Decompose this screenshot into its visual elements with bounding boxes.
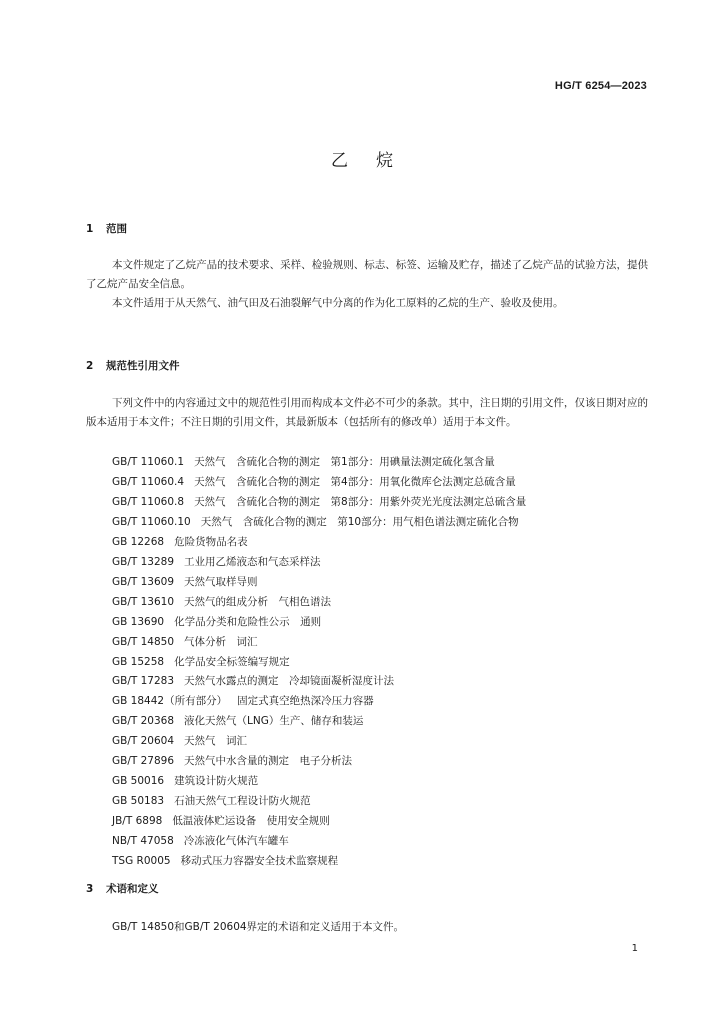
- section-number: 1: [86, 223, 94, 235]
- section-number: 2: [86, 360, 94, 372]
- reference-item: [112, 633, 526, 653]
- reference-title: 天然气水露点的测定 冷却镜面凝析湿度计法: [184, 675, 395, 688]
- reference-title: 天然气取样导则: [184, 575, 258, 588]
- reference-code: GB/T 13609: [112, 575, 175, 588]
- reference-code: JB/T 6898: [112, 815, 163, 828]
- standard-code: HG/T 6254—2023: [554, 80, 647, 92]
- section-title: 范围: [106, 223, 127, 235]
- section-title: 术语和定义: [106, 883, 159, 895]
- reference-item: [112, 772, 526, 792]
- reference-title: 天然气 含硫化合物的测定 第1部分：用碘量法测定硫化氢含量: [194, 456, 495, 468]
- reference-code: GB/T 20368: [112, 715, 175, 728]
- reference-item: [112, 573, 526, 593]
- reference-title: 冷冻液化气体汽车罐车: [183, 835, 289, 848]
- reference-title: 低温液体贮运设备 使用安全规则: [172, 815, 330, 828]
- reference-item: [112, 852, 526, 872]
- reference-code: GB/T 13610: [112, 595, 175, 608]
- reference-item: [112, 653, 526, 673]
- page-number: 1: [631, 943, 638, 954]
- reference-code: GB 12268: [112, 535, 165, 548]
- reference-code: NB/T 47058: [112, 835, 174, 848]
- section-3-heading: [86, 881, 159, 896]
- reference-item: [112, 493, 526, 513]
- reference-code: GB 15258: [112, 655, 165, 668]
- reference-code: GB/T 14850: [112, 635, 175, 648]
- reference-code: GB/T 11060.8: [112, 495, 185, 508]
- reference-title: 天然气 含硫化合物的测定 第10部分：用气相色谱法测定硫化合物: [200, 515, 519, 528]
- reference-title: 建筑设计防火规范: [174, 775, 259, 788]
- section-2-heading: [86, 358, 180, 373]
- section-3-paragraph-1: GB/T 14850和GB/T 20604界定的术语和定义适用于本文件。: [112, 921, 405, 933]
- reference-code: GB 50183: [112, 795, 165, 808]
- reference-item: [112, 533, 526, 553]
- reference-item: [112, 613, 526, 633]
- section-2-paragraph-1: 下列文件中的内容通过文中的规范性引用而构成本文件必不可少的条款。其中，注日期的引用文件，仅该日期对应的版本适用于本文件；不注日期的引用文件，其最新版本（包括所有的修改单）适用于本文件。: [86, 397, 648, 428]
- document-title: 乙烷: [331, 151, 421, 171]
- reference-item: [112, 712, 526, 732]
- reference-code: GB/T 13289: [112, 555, 175, 568]
- reference-title: 液化天然气（LNG）生产、储存和装运: [184, 715, 364, 728]
- reference-code: GB/T 17283: [112, 675, 175, 688]
- reference-list: [112, 453, 526, 872]
- reference-item: [112, 672, 526, 692]
- reference-code: GB/T 20604: [112, 735, 175, 748]
- section-1-paragraph-2: 本文件适用于从天然气、油气田及石油裂解气中分离的作为化工原料的乙烷的生产、验收及使用。: [112, 297, 564, 309]
- reference-title: 天然气 含硫化合物的测定 第8部分：用紫外荧光光度法测定总硫含量: [194, 495, 527, 508]
- reference-code: GB 18442（所有部分）: [112, 695, 228, 708]
- reference-item: [112, 513, 526, 533]
- reference-title: 化学品分类和危险性公示 通则: [174, 615, 322, 628]
- reference-title: 天然气中水含量的测定 电子分析法: [184, 755, 353, 768]
- reference-item: [112, 812, 526, 832]
- section-1-heading: [86, 221, 127, 236]
- reference-title: 移动式压力容器安全技术监察规程: [180, 855, 339, 868]
- reference-title: 天然气 含硫化合物的测定 第4部分：用氧化微库仑法测定总硫含量: [194, 475, 516, 488]
- reference-title: 气体分析 词汇: [184, 635, 258, 648]
- reference-code: GB/T 11060.1: [112, 456, 185, 468]
- reference-item: [112, 692, 526, 712]
- reference-code: GB/T 27896: [112, 755, 175, 768]
- reference-code: GB/T 11060.10: [112, 515, 191, 528]
- reference-item: [112, 792, 526, 812]
- reference-code: GB/T 11060.4: [112, 475, 185, 488]
- section-1-paragraph-1: 本文件规定了乙烷产品的技术要求、采样、检验规则、标志、标签、运输及贮存，描述了乙烷产品的试验方法，提供了乙烷产品安全信息。: [86, 259, 648, 290]
- reference-item: [112, 832, 526, 852]
- section-number: 3: [86, 883, 94, 895]
- reference-title: 天然气 词汇: [184, 735, 248, 748]
- reference-item: [112, 473, 526, 493]
- reference-item: [112, 453, 526, 473]
- reference-code: GB 13690: [112, 615, 165, 628]
- reference-title: 危险货物品名表: [174, 535, 248, 548]
- reference-title: 工业用乙烯液态和气态采样法: [184, 555, 321, 568]
- reference-title: 化学品安全标签编写规定: [174, 655, 290, 668]
- reference-title: 石油天然气工程设计防火规范: [174, 795, 311, 808]
- reference-item: [112, 752, 526, 772]
- reference-item: [112, 732, 526, 752]
- reference-code: TSG R0005: [112, 855, 171, 868]
- reference-title: 固定式真空绝热深冷压力容器: [237, 695, 374, 708]
- reference-title: 天然气的组成分析 气相色谱法: [184, 595, 332, 608]
- section-title: 规范性引用文件: [106, 360, 180, 372]
- reference-item: [112, 553, 526, 573]
- reference-code: GB 50016: [112, 775, 165, 788]
- reference-item: [112, 593, 526, 613]
